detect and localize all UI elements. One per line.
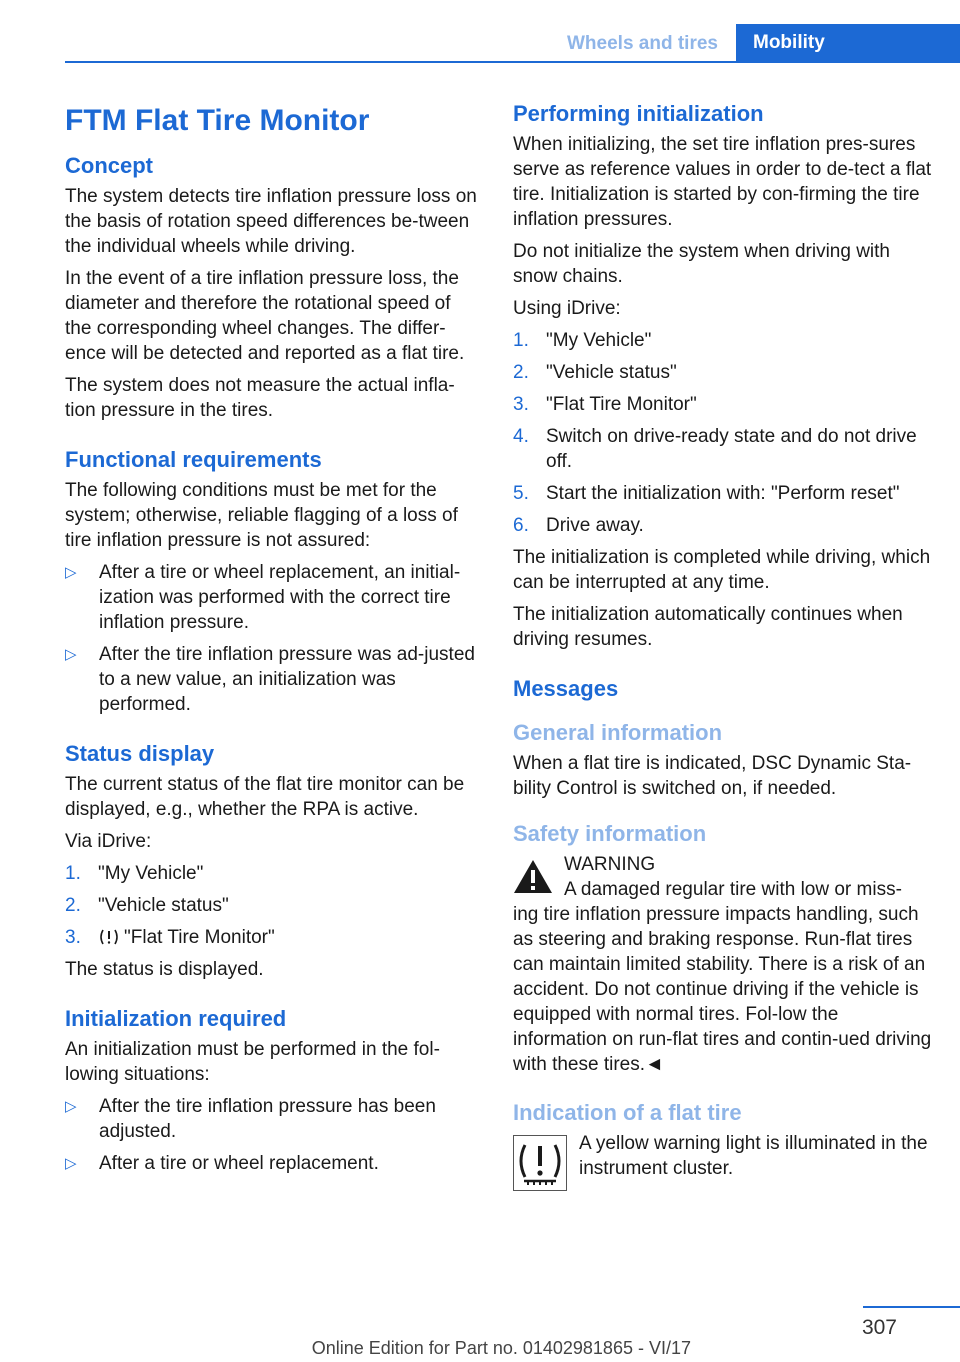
list-item: 2. "Vehicle status" [513,362,677,383]
list-item: 2. "Vehicle status" [65,895,229,916]
flat-tire-warning-light-icon [513,1135,567,1191]
performing-paragraph-1: When initializing, the set tire inflation pres-sures serve as reference values in order to de-tect a flat tire. Initialization is started by con-firming the tire inflation pressures. [513,134,932,230]
list-item: 6. Drive away. [513,515,644,536]
status-display-paragraph: The current status of the flat tire monitor can be displayed, e.g., whether the RPA is active. [65,774,465,820]
safety-information-heading: Safety information [513,821,707,846]
status-steps-list [65,861,479,950]
initialization-required-heading: Initialization required [65,1006,287,1031]
list-item: 3. "Flat Tire Monitor" [513,394,697,415]
functional-requirements-intro: The following conditions must be met for the system; otherwise, reliable flagging of a loss of tire inflation pressure is not assured: [65,480,458,551]
functional-requirements-heading: Functional requirements [65,447,322,472]
triangle-bullet-icon: ▷ [65,1098,77,1115]
concept-heading: Concept [65,153,153,178]
right-column [513,100,933,1189]
indication-block [513,1131,933,1189]
performing-steps-list [513,328,933,538]
initialization-required-list [65,1094,479,1176]
list-item: 4. Switch on drive-ready state and do not drive off. [513,426,917,472]
list-item: 1. "My Vehicle" [513,330,652,351]
general-information-heading: General information [513,720,723,745]
triangle-bullet-icon: ▷ [65,1155,77,1172]
warning-text: ing tire inflation pressure impacts handling, such as steering and braking response. Run-flat tires can maintain limited stability. There is a risk of an accident. Do not continue driving if the vehicle is equipped with normal tires. Fol-low the information on run-flat tires and contin-ued driving with these tires.◄ [513,904,932,1075]
performing-initialization-heading: Performing initialization [513,101,764,126]
indication-heading: Indication of a flat tire [513,1100,742,1125]
left-column [65,100,479,1183]
page-title: FTM Flat Tire Monitor [65,104,370,137]
performing-using-idrive: Using iDrive: [513,298,621,319]
concept-paragraph-2: In the event of a tire inflation pressure loss, the diameter and therefore the rotational speed of the corresponding wheel changes. The differ-ence will be detected and reported as a flat tire. [65,268,465,364]
indication-paragraph: A yellow warning light is illuminated in the instrument cluster. [579,1133,928,1179]
list-item: 1. "My Vehicle" [65,863,204,884]
header-section-label: Wheels and tires [567,33,718,54]
functional-requirements-list [65,560,479,717]
list-item: ▷ After the tire inflation pressure has been adjusted. [65,1096,436,1142]
triangle-bullet-icon: ▷ [65,646,77,663]
performing-paragraph-5: The initialization automatically continues when driving resumes. [513,604,903,650]
warning-triangle-icon [513,858,553,894]
status-via-idrive: Via iDrive: [65,831,152,852]
list-item: 3. "Flat Tire Monitor" [65,927,275,948]
footer-rule [863,1306,960,1308]
warning-block [513,852,933,1077]
concept-paragraph-3: The system does not measure the actual infla-tion pressure in the tires. [65,375,455,421]
messages-heading: Messages [513,676,619,701]
performing-paragraph-4: The initialization is completed while driving, which can be interrupted at any time. [513,547,931,593]
list-item: 5. Start the initialization with: "Perform reset" [513,483,900,504]
warning-title: WARNING [564,854,656,875]
status-result: The status is displayed. [65,959,264,980]
list-item: ▷ After the tire inflation pressure was ad-justed to a new value, an initialization was performed. [65,644,475,715]
performing-paragraph-2: Do not initialize the system when driving with snow chains. [513,241,891,287]
general-information-paragraph: When a flat tire is indicated, DSC Dynamic Sta-bility Control is switched on, if needed. [513,753,912,799]
footer-edition: Online Edition for Part no. 01402981865 - VI/17 [311,1338,691,1358]
header-chapter-tab: Mobility [736,24,960,62]
concept-paragraph-1: The system detects tire inflation pressure loss on the basis of rotation speed differences be-tween the individual wheels while driving. [65,186,477,257]
status-display-heading: Status display [65,741,215,766]
header-rule [65,61,960,63]
list-item: ▷ After a tire or wheel replacement. [65,1153,379,1174]
initialization-required-intro: An initialization must be performed in the fol-lowing situations: [65,1039,440,1085]
page-number: 307 [861,1316,897,1339]
flat-tire-warning-icon [98,928,120,946]
warning-text-first-line: A damaged regular tire with low or miss- [564,879,902,900]
list-item: ▷ After a tire or wheel replacement, an initial-ization was performed with the correct tire inflation pressure. [65,562,461,633]
triangle-bullet-icon: ▷ [65,564,77,581]
